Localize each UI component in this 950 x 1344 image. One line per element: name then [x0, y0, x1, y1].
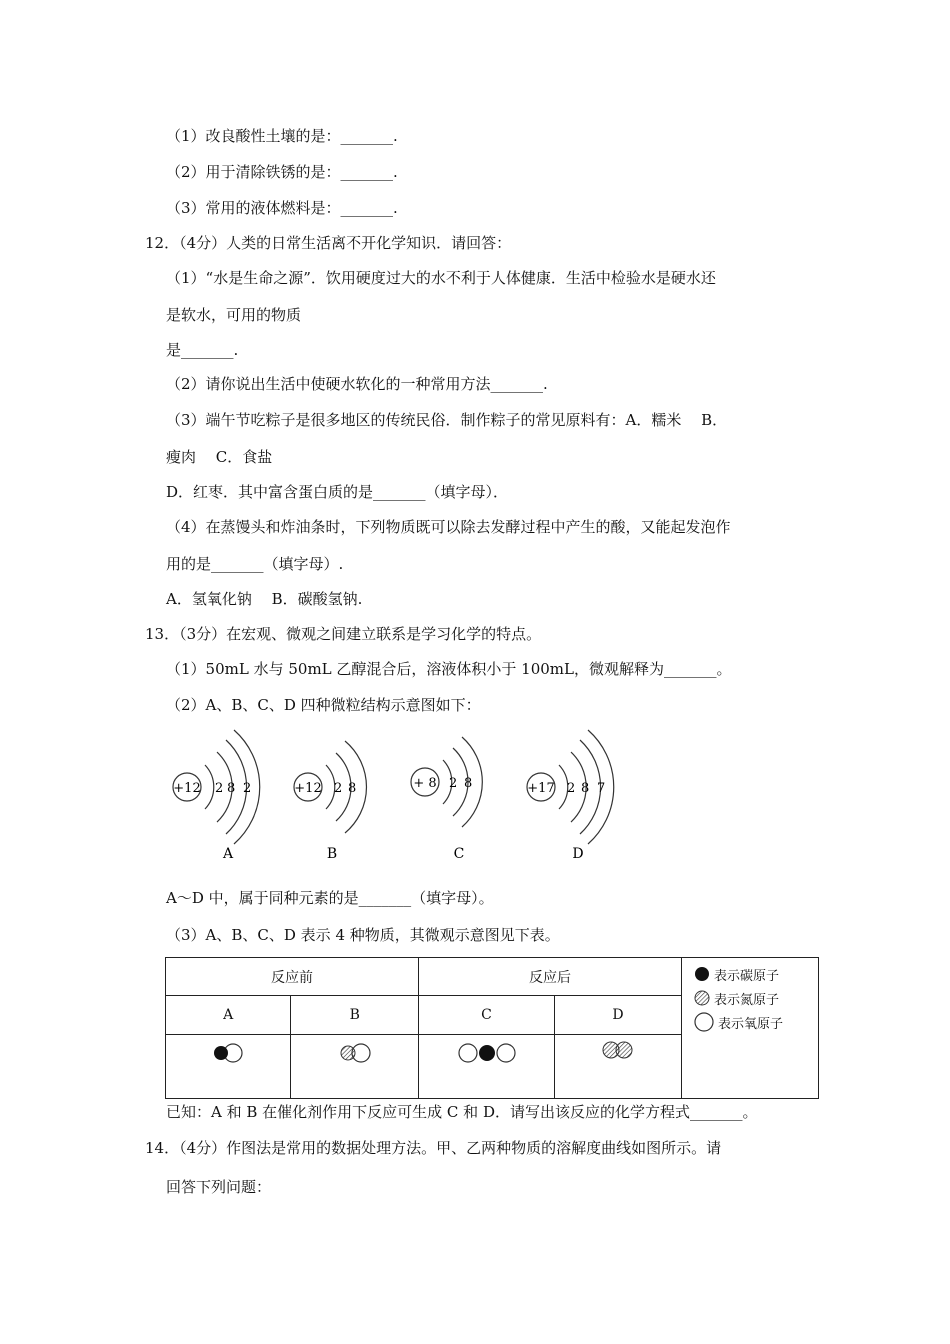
col-a: A	[166, 996, 291, 1035]
molecule-d	[555, 1035, 682, 1099]
particle-b	[294, 741, 366, 862]
legend-oxygen: 表示氧原子	[694, 1010, 818, 1034]
q12-part1-line2: 是软水，可用的物质	[166, 306, 302, 324]
q13-part3-question: 已知：A 和 B 在催化剂作用下反应可生成 C 和 D．请写出该反应的化学方程式_______。	[166, 1103, 758, 1121]
q11-part1: （1）改良酸性土壤的是：_______.	[166, 127, 398, 145]
n2-molecule-icon	[598, 1039, 638, 1061]
particle-nucleus: + 8	[413, 776, 437, 791]
q12-part4-line1: （4）在蒸馒头和炸油条时，下列物质既可以除去发酵过程中产生的酸，又能起发泡作	[166, 518, 731, 536]
particle-nucleus: +12	[294, 781, 322, 796]
col-b: B	[291, 996, 419, 1035]
q12-part4-options: A．氢氧化钠 B．碳酸氢钠.	[166, 590, 363, 608]
col-c: C	[419, 996, 555, 1035]
electron-count: 2	[334, 781, 343, 796]
no-molecule-icon	[334, 1041, 376, 1065]
q11-part2: （2）用于清除铁锈的是：_______.	[166, 163, 398, 181]
co-molecule-icon	[208, 1041, 248, 1065]
particle-d	[527, 730, 614, 862]
carbon-atom-icon	[694, 966, 710, 982]
electron-count: 7	[597, 781, 606, 796]
q12-part3-line1: （3）端午节吃粽子是很多地区的传统民俗．制作粽子的常见原料有：A．糯米 B．	[166, 411, 728, 429]
electron-count: 8	[227, 781, 236, 796]
particle-a	[173, 730, 260, 862]
electron-count: 8	[464, 776, 473, 791]
q13-part3: （3）A、B、C、D 表示 4 种物质，其微观示意图见下表。	[166, 926, 560, 944]
q12-part3-line3: D．红枣．其中富含蛋白质的是_______（填字母）．	[166, 483, 509, 501]
header-before: 反应前	[166, 958, 419, 996]
legend-carbon: 表示碳原子	[694, 962, 818, 986]
particle-label: B	[326, 846, 338, 862]
q13-stem: 13．（3分）在宏观、微观之间建立联系是学习化学的特点。	[145, 625, 542, 643]
q12-part1-line3: 是_______.	[166, 341, 239, 359]
molecule-c	[419, 1035, 555, 1099]
q13-part2-question: A～D 中，属于同种元素的是_______（填字母）。	[166, 889, 494, 907]
q13-part2: （2）A、B、C、D 四种微粒结构示意图如下：	[166, 696, 481, 714]
particle-nucleus: +17	[527, 781, 555, 796]
electron-count: 8	[581, 781, 590, 796]
legend	[682, 958, 819, 1099]
q12-part1-line1: （1）“水是生命之源”．饮用硬度过大的水不利于人体健康．生活中检验水是硬水还	[166, 269, 716, 287]
particle-label: A	[222, 846, 234, 862]
q14-stem-line2: 回答下列问题：	[166, 1178, 272, 1196]
q12-part4-line2: 用的是_______（填字母）.	[166, 555, 344, 573]
electron-count: 2	[243, 781, 252, 796]
header-after: 反应后	[419, 958, 682, 996]
nitrogen-atom-icon	[694, 990, 710, 1006]
molecule-a	[166, 1035, 291, 1099]
q12-part3-line2: 瘦肉 C．食盐	[166, 448, 273, 466]
electron-count: 2	[215, 781, 224, 796]
particle-label: D	[572, 846, 584, 862]
legend-nitrogen: 表示氮原子	[694, 986, 818, 1010]
particle-structure-diagrams	[160, 725, 630, 870]
q12-part2: （2）请你说出生活中使硬水软化的一种常用方法_______.	[166, 375, 548, 393]
q12-stem: 12．（4分）人类的日常生活离不开化学知识．请回答：	[145, 234, 512, 252]
q11-part3: （3）常用的液体燃料是：_______.	[166, 199, 398, 217]
q14-stem: 14．（4分）作图法是常用的数据处理方法。甲、乙两种物质的溶解度曲线如图所示。请	[145, 1139, 722, 1157]
particle-c	[411, 737, 482, 862]
oxygen-atom-icon	[694, 1012, 714, 1032]
co2-molecule-icon	[456, 1041, 518, 1065]
molecule-b	[291, 1035, 419, 1099]
q13-part1: （1）50mL 水与 50mL 乙醇混合后，溶液体积小于 100mL，微观解释为_______。	[166, 660, 732, 678]
electron-count: 8	[348, 781, 357, 796]
particle-nucleus: +12	[173, 781, 201, 796]
electron-count: 2	[567, 781, 576, 796]
reaction-table	[165, 957, 819, 1099]
electron-count: 2	[449, 776, 458, 791]
col-d: D	[555, 996, 682, 1035]
particle-label: C	[453, 846, 465, 862]
